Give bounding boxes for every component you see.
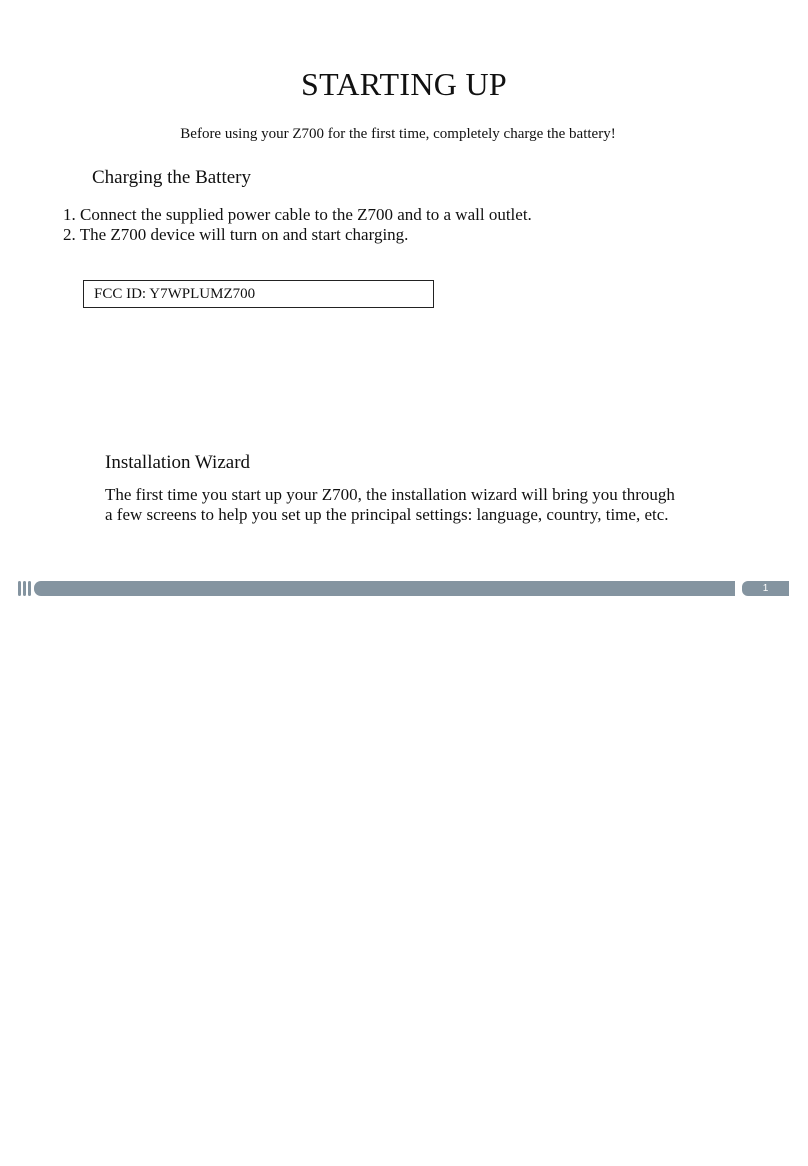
- installation-paragraph: The first time you start up your Z700, the installation wizard will bring you through a few screens to help you set up the principal settings: language, country, time, etc.: [105, 485, 675, 524]
- footer-bar: [0, 580, 808, 598]
- footer-stripe-decoration: [18, 581, 21, 596]
- installation-heading: Installation Wizard: [105, 452, 251, 473]
- list-item: 2. The Z700 device will turn on and start charging.: [63, 225, 409, 244]
- fcc-id-box: FCC ID: Y7WPLUMZ700: [83, 280, 434, 308]
- intro-text: Before using your Z700 for the first time, completely charge the battery!: [180, 126, 616, 142]
- list-item: 1. Connect the supplied power cable to the Z700 and to a wall outlet.: [63, 205, 532, 224]
- charging-steps-list: [63, 205, 532, 245]
- footer-line: [34, 581, 735, 596]
- page-title: STARTING UP: [301, 66, 507, 102]
- footer-stripe-decoration: [23, 581, 26, 596]
- charging-heading: Charging the Battery: [92, 167, 252, 188]
- footer-stripe-decoration: [28, 581, 31, 596]
- page-number: 1: [742, 581, 789, 596]
